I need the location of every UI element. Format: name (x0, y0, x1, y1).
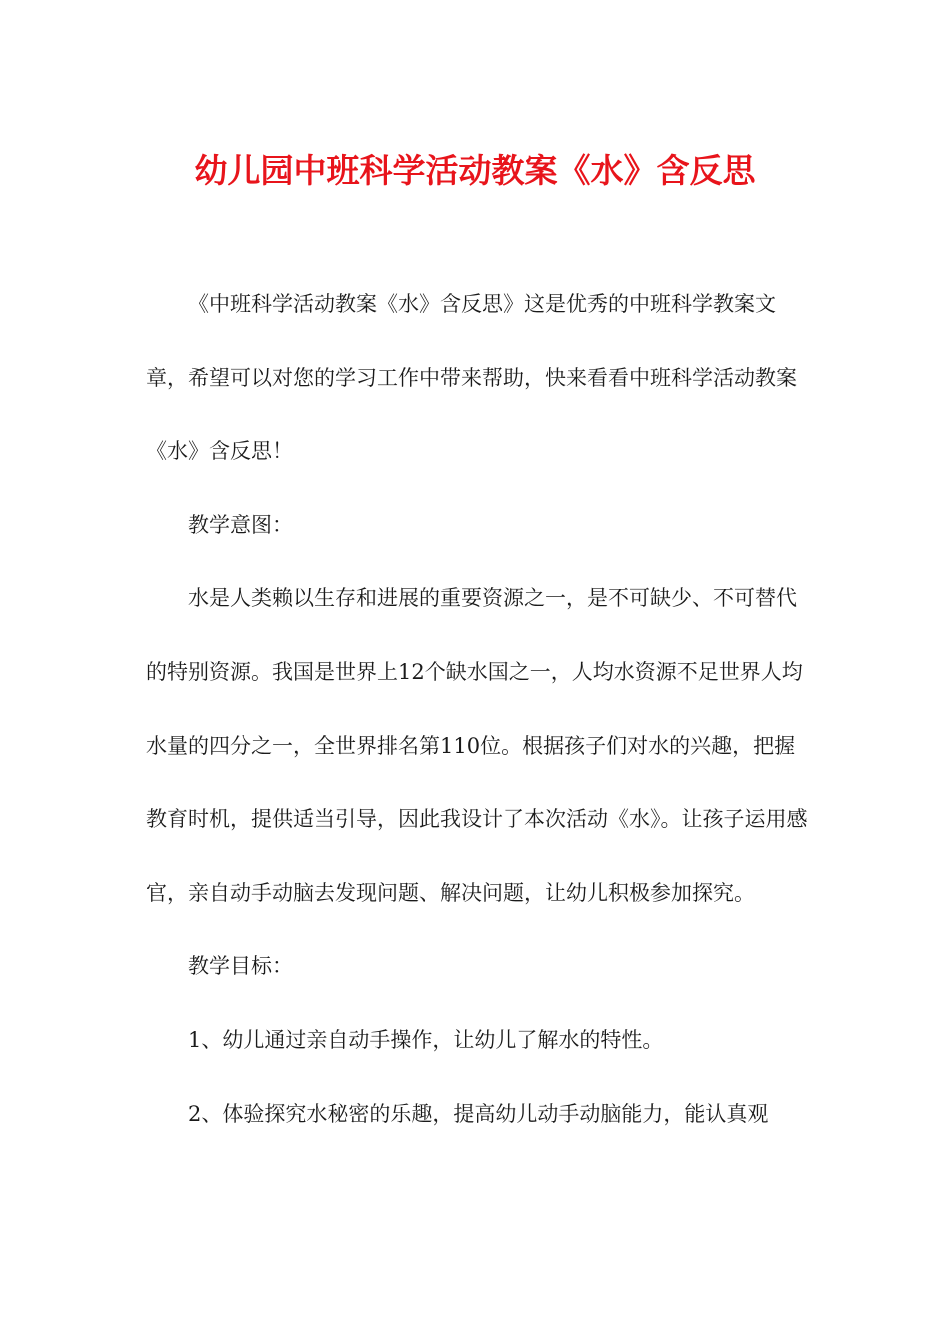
heading-teaching-intent: 教学意图： (188, 512, 293, 537)
document-title: 幼儿园中班科学活动教案《水》含反思 (194, 151, 756, 190)
document-body (146, 268, 808, 1151)
paragraph-teaching-intent: 水是人类赖以生存和进展的重要资源之一，是不可缺少、不可替代的特别资源。我国是世界上12个缺水国之一，人均水资源不足世界人均水量的四分之一，全世界排名第110位。根据孩子们对水的兴趣，把握教育时机，提供适当引导，因此我设计了本次活动《水》。让孩子运用感官，亲自动手动脑去发现问题、解决问题，让幼儿积极参加探究。 (146, 586, 808, 905)
paragraph-goal-2: 2、体验探究水秘密的乐趣，提高幼儿动手动脑能力，能认真观 (188, 1101, 769, 1126)
paragraph-goal-1: 1、幼儿通过亲自动手操作，让幼儿了解水的特性。 (188, 1027, 664, 1052)
heading-teaching-goals: 教学目标： (188, 954, 293, 979)
paragraph-intro: 《中班科学活动教案《水》含反思》这是优秀的中班科学教案文章，希望可以对您的学习工作中带来帮助，快来看看中班科学活动教案《水》含反思！ (146, 292, 797, 464)
